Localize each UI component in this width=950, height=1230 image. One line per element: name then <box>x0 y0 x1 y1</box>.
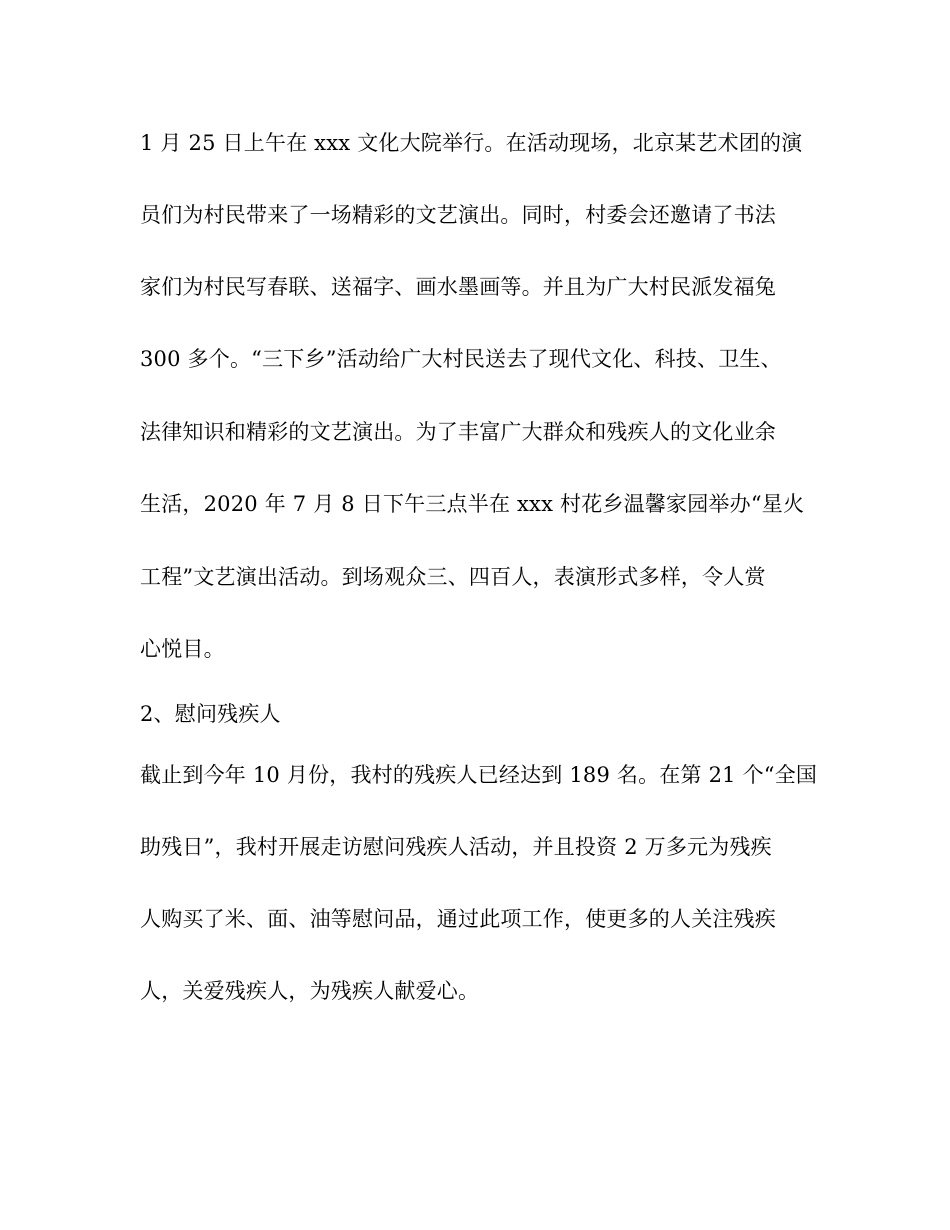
section-heading: 2、慰问残疾人 <box>140 702 281 726</box>
paragraph-1-line-3: 家们为村民写春联、送福字、画水墨画等。并且为广大村民派发福兔 <box>140 275 776 299</box>
paragraph-1-line-2: 员们为村民带来了一场精彩的文艺演出。同时，村委会还邀请了书法 <box>140 203 776 227</box>
paragraph-2-line-4: 人，关爱残疾人，为残疾人献爱心。 <box>140 979 480 1003</box>
paragraph-1-line-1: 1 月 25 日上午在 xxx 文化大院举行。在活动现场，北京某艺术团的演 <box>140 131 803 155</box>
paragraph-2-line-2: 助残日”，我村开展走访慰问残疾人活动，并且投资 2 万多元为残疾 <box>140 835 772 859</box>
paragraph-1-line-8: 心悦目。 <box>140 637 225 661</box>
paragraph-1-line-4: 300 多个。“三下乡”活动给广大村民送去了现代文化、科技、卫生、 <box>140 347 782 371</box>
paragraph-1-line-7: 工程”文艺演出活动。到场观众三、四百人，表演形式多样，令人赏 <box>140 565 766 589</box>
paragraph-1-line-6: 生活，2020 年 7 月 8 日下午三点半在 xxx 村花乡温馨家园举办“星火 <box>140 492 805 516</box>
paragraph-1-line-5: 法律知识和精彩的文艺演出。为了丰富广大群众和残疾人的文化业余 <box>140 420 776 444</box>
paragraph-2-line-1: 截止到今年 10 月份，我村的残疾人已经达到 189 名。在第 21 个“全国 <box>140 763 818 787</box>
paragraph-2-line-3: 人购买了米、面、油等慰问品，通过此项工作，使更多的人关注残疾 <box>140 907 776 931</box>
